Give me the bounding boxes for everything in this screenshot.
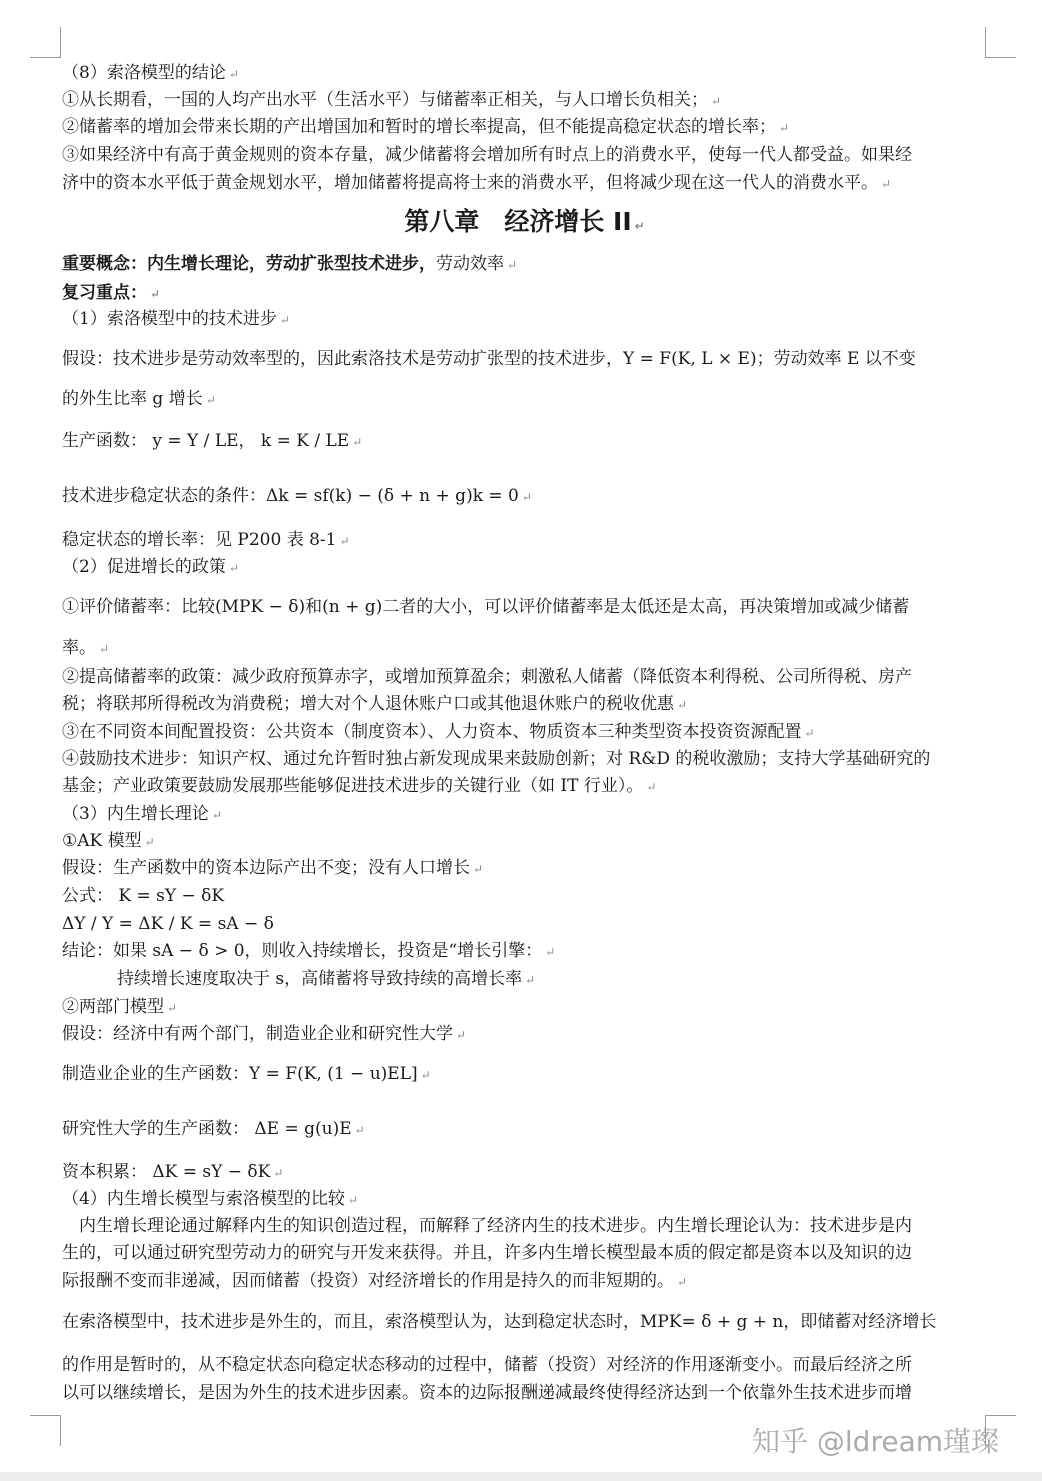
zhihu-watermark: 知乎 @ldream瑾璨 — [752, 1425, 1000, 1458]
text-line: 的作用是暂时的，从不稳定状态向稳定状态移动的过程中，储蓄（投资）对经济的作用逐渐变小。而最后经济之所 — [62, 1355, 912, 1375]
text-line: 假设：技术进步是劳动效率型的，因此索洛技术是劳动扩张型的技术进步，Y = F(K, L × E)；劳动效率 E 以不变 — [62, 349, 916, 369]
margin-corner-bottom-left — [30, 1415, 61, 1446]
text-line: ④鼓励技术进步：知识产权、通过允许暂时独占新发现成果来鼓励创新；对 R&D 的税收激励；支持大学基础研究的 — [62, 749, 931, 769]
key-concepts-line: 重要概念：内生增长理论，劳动扩张型技术进步，劳动效率 ↵ — [62, 254, 518, 274]
formula-line: 资本积累： ΔK = sY − δK ↵ — [62, 1162, 284, 1182]
text-line: 济中的资本水平低于黄金规划水平，增加储蓄将提高将士来的消费水平，但将减少现在这一代人的消费水平。 ↵ — [62, 173, 892, 193]
formula-line: 生产函数： y = Y / LE， k = K / LE ↵ — [62, 431, 363, 451]
text-line: ①评价储蓄率：比较(MPK − δ)和(n + g)二者的大小，可以评价储蓄率是太低还是太高，再决策增加或减少储蓄 — [62, 597, 910, 617]
text-line: ②两部门模型 ↵ — [62, 997, 178, 1017]
text-line: 假设：经济中有两个部门，制造业企业和研究性大学 ↵ — [62, 1024, 467, 1044]
review-points-label: 复习重点： ↵ — [62, 283, 161, 303]
text-line: 际报酬不变而非递减，因而储蓄（投资）对经济增长的作用是持久的而非短期的。 ↵ — [62, 1271, 688, 1291]
text-line: （8）索洛模型的结论 ↵ — [62, 63, 239, 83]
chapter-heading: 第八章 经济增长 II ↵ — [404, 207, 645, 236]
page-bottom-edge — [0, 1472, 1042, 1481]
text-line: 在索洛模型中，技术进步是外生的，而且，索洛模型认为，达到稳定状态时，MPK= δ + g + n，即储蓄对经济增长 — [62, 1312, 937, 1332]
text-line: 税；将联邦所得税改为消费税；增大对个人退休账户口或其他退休账户的税收优惠 ↵ — [62, 694, 688, 714]
text-line: （1）索洛模型中的技术进步 ↵ — [62, 309, 290, 329]
text-line: 稳定状态的增长率：见 P200 表 8-1 ↵ — [62, 530, 350, 550]
text-line: 持续增长速度取决于 s，高储蓄将导致持续的高增长率 ↵ — [117, 969, 536, 989]
margin-corner-top-right — [985, 27, 1016, 58]
formula-line: 制造业企业的生产函数：Y = F(K, (1 − u)EL] ↵ — [62, 1064, 431, 1084]
text-line: 结论：如果 sA − δ > 0，则收入持续增长，投资是“增长引擎： ↵ — [62, 941, 556, 961]
formula-line: 技术进步稳定状态的条件：Δk = sf(k) − (δ + n + g)k = 0 ↵ — [62, 486, 532, 506]
text-line: 生的，可以通过研究型劳动力的研究与开发来获得。并且，许多内生增长模型最本质的假定都是资本以及知识的边 — [62, 1243, 912, 1263]
text-line: 基金；产业政策要鼓励发展那些能够促进技术进步的关键行业（如 IT 行业）。 ↵ — [62, 776, 657, 796]
text-line: ③在不同资本间配置投资：公共资本（制度资本）、人力资本、物质资本三种类型资本投资资源配置 ↵ — [62, 722, 815, 742]
text-line: （3）内生增长理论 ↵ — [62, 804, 222, 824]
text-line: 假设：生产函数中的资本边际产出不变；没有人口增长 ↵ — [62, 858, 484, 878]
text-line: 的外生比率 g 增长 ↵ — [62, 389, 216, 409]
formula-line: ΔY / Y = ΔK / K = sA − δ — [62, 914, 274, 934]
text-line: ②储蓄率的增加会带来长期的产出增国加和暂时的增长率提高，但不能提高稳定状态的增长率； ↵ — [62, 117, 790, 137]
text-line: ③如果经济中有高于黄金规则的资本存量，减少储蓄将会增加所有时点上的消费水平，使每一代人都受益。如果经 — [62, 145, 912, 165]
formula-line: 研究性大学的生产函数： ΔE = g(u)E ↵ — [62, 1119, 365, 1139]
text-line: （2）促进增长的政策 ↵ — [62, 557, 239, 577]
formula-line: 公式： K = sY − δK — [62, 886, 225, 906]
text-line: 率。 ↵ — [62, 638, 110, 658]
text-line: ②提高储蓄率的政策：减少政府预算赤字，或增加预算盈余；刺激私人储蓄（降低资本利得税、公司所得税、房产 — [62, 667, 912, 687]
text-line: ①AK 模型 ↵ — [62, 831, 155, 851]
text-line: 内生增长理论通过解释内生的知识创造过程，而解释了经济内生的技术进步。内生增长理论认为：技术进步是内 — [62, 1216, 912, 1236]
margin-corner-top-left — [30, 27, 61, 58]
text-line: 以可以继续增长，是因为外生的技术进步因素。资本的边际报酬递减最终使得经济达到一个依靠外生技术进步而增 — [62, 1383, 912, 1403]
text-line: （4）内生增长模型与索洛模型的比较 ↵ — [62, 1189, 358, 1209]
text-line: ①从长期看，一国的人均产出水平（生活水平）与储蓄率正相关，与人口增长负相关； ↵ — [62, 90, 722, 110]
